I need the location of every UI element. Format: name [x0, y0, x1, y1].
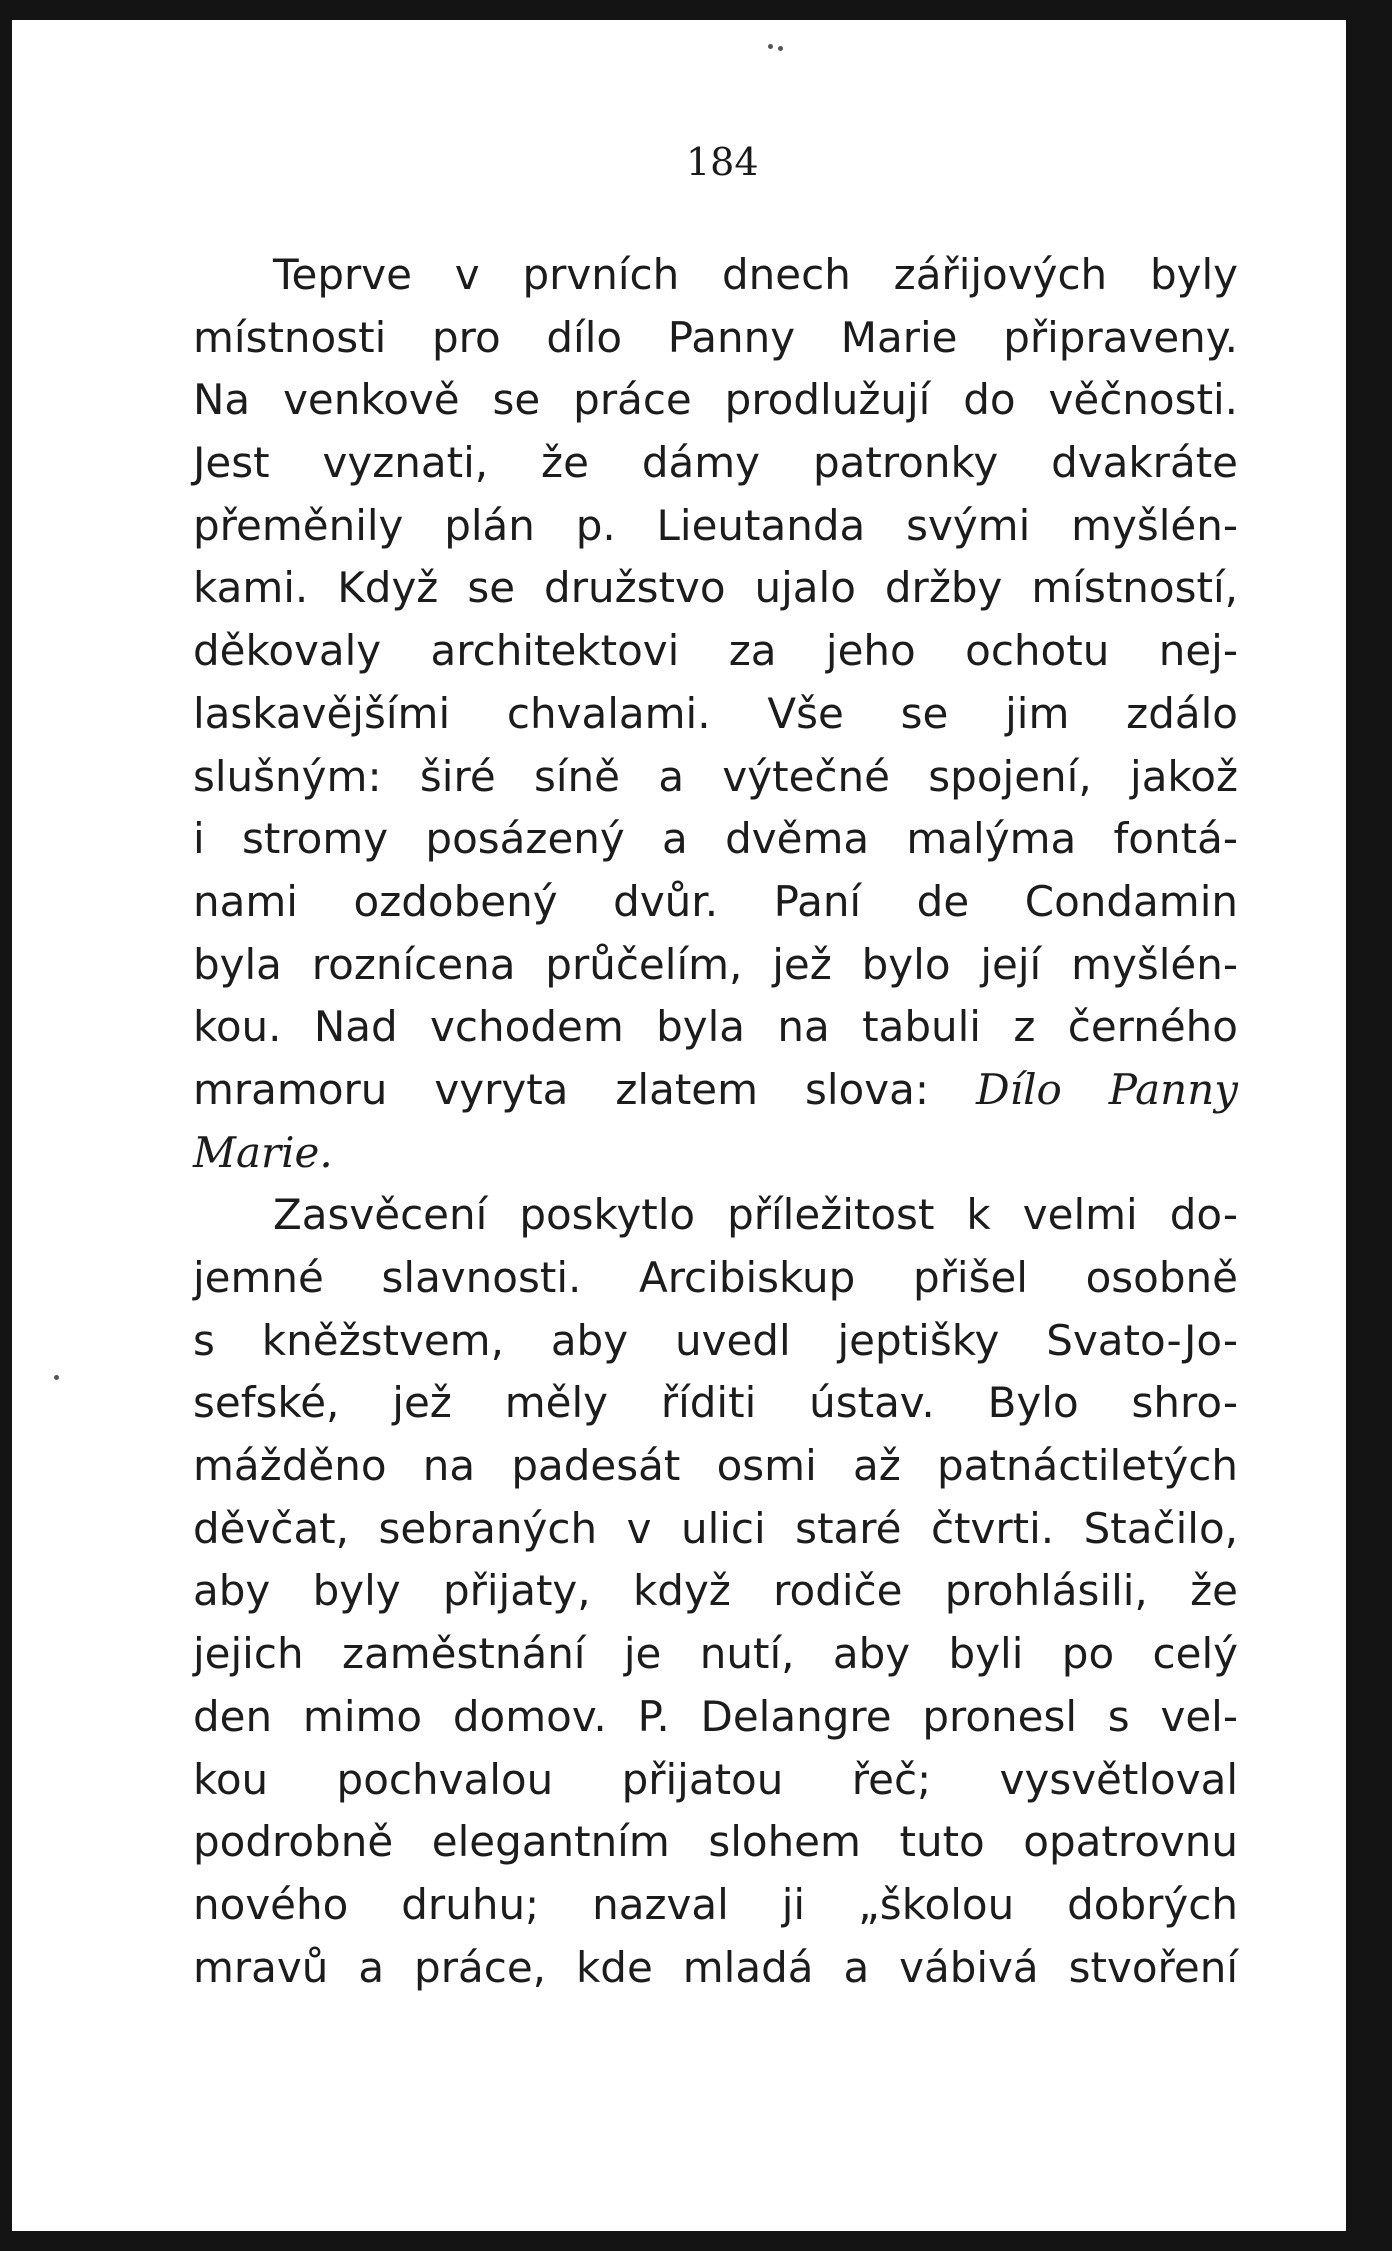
text-line: nami ozdobený dvůr. Paní de Condamin [193, 876, 1238, 926]
text-line: jemné slavnosti. Arcibiskup přišel osobně [193, 1253, 1238, 1302]
text-line-prefix: mramoru vyryta zlatem slova: [193, 1064, 976, 1114]
text-line: kou. Nad vchodem byla na tabuli z černého [193, 1002, 1238, 1052]
scan-speck [768, 44, 773, 49]
text-line: sefské, jež měly říditi ústav. Bylo shro- [193, 1378, 1238, 1428]
text-line: i stromy posázený a dvěma malýma fontá- [193, 814, 1238, 864]
scan-edge-top [0, 0, 1392, 20]
text-line: jejich zaměstnání je nutí, aby byli po celý [193, 1629, 1238, 1679]
text-line [193, 1059, 1238, 1122]
scan-speck [778, 46, 783, 51]
text-line [193, 1122, 1238, 1185]
text-line: místnosti pro dílo Panny Marie připraveny. [193, 312, 1238, 362]
text-line: přeměnily plán p. Lieutanda svými myšlén- [193, 500, 1238, 550]
scan-edge-left [0, 0, 12, 2251]
page-number: 184 [686, 140, 759, 184]
text-line: děvčat, sebraných v ulici staré čtvrti. Stačilo, [193, 1503, 1238, 1553]
scan-edge-bottom [0, 2231, 1392, 2251]
italic-title: Marie. [193, 1127, 333, 1177]
scan-speck [54, 1375, 59, 1380]
body-text [193, 244, 1238, 1999]
text-line: mravů a práce, kde mladá a vábivá stvoření [193, 1942, 1238, 1992]
text-line: Na venkově se práce prodlužují do věčnosti. [193, 375, 1238, 425]
text-line: podrobně elegantním slohem tuto opatrovnu [193, 1817, 1238, 1867]
text-line: kami. Když se družstvo ujalo držby místností, [193, 563, 1238, 613]
italic-title: Dílo Panny [975, 1064, 1238, 1114]
text-line: děkovaly architektovi za jeho ochotu nej- [193, 626, 1238, 676]
text-line: aby byly přijaty, když rodiče prohlásili, že [193, 1566, 1238, 1616]
text-line: Zasvěcení poskytlo příležitost k velmi do- [273, 1190, 1238, 1240]
text-line: mážděno na padesát osmi až patnáctiletých [193, 1441, 1238, 1491]
text-line: laskavějšími chvalami. Vše se jim zdálo [193, 688, 1238, 738]
text-line: den mimo domov. P. Delangre pronesl s vel- [193, 1691, 1238, 1741]
text-line: Jest vyznati, že dámy patronky dvakráte [193, 438, 1238, 488]
text-line: byla roznícena průčelím, jež bylo její myšlén- [193, 939, 1238, 989]
text-line: s kněžstvem, aby uvedl jeptišky Svato-Jo- [193, 1315, 1238, 1365]
text-line: slušným: širé síně a výtečné spojení, jakož [193, 751, 1238, 801]
text-line: nového druhu; nazval ji „školou dobrých [193, 1879, 1238, 1929]
text-line: kou pochvalou přijatou řeč; vysvětloval [193, 1754, 1238, 1804]
scan-edge-right [1346, 0, 1392, 2251]
text-line: Teprve v prvních dnech zářijových byly [273, 250, 1238, 299]
